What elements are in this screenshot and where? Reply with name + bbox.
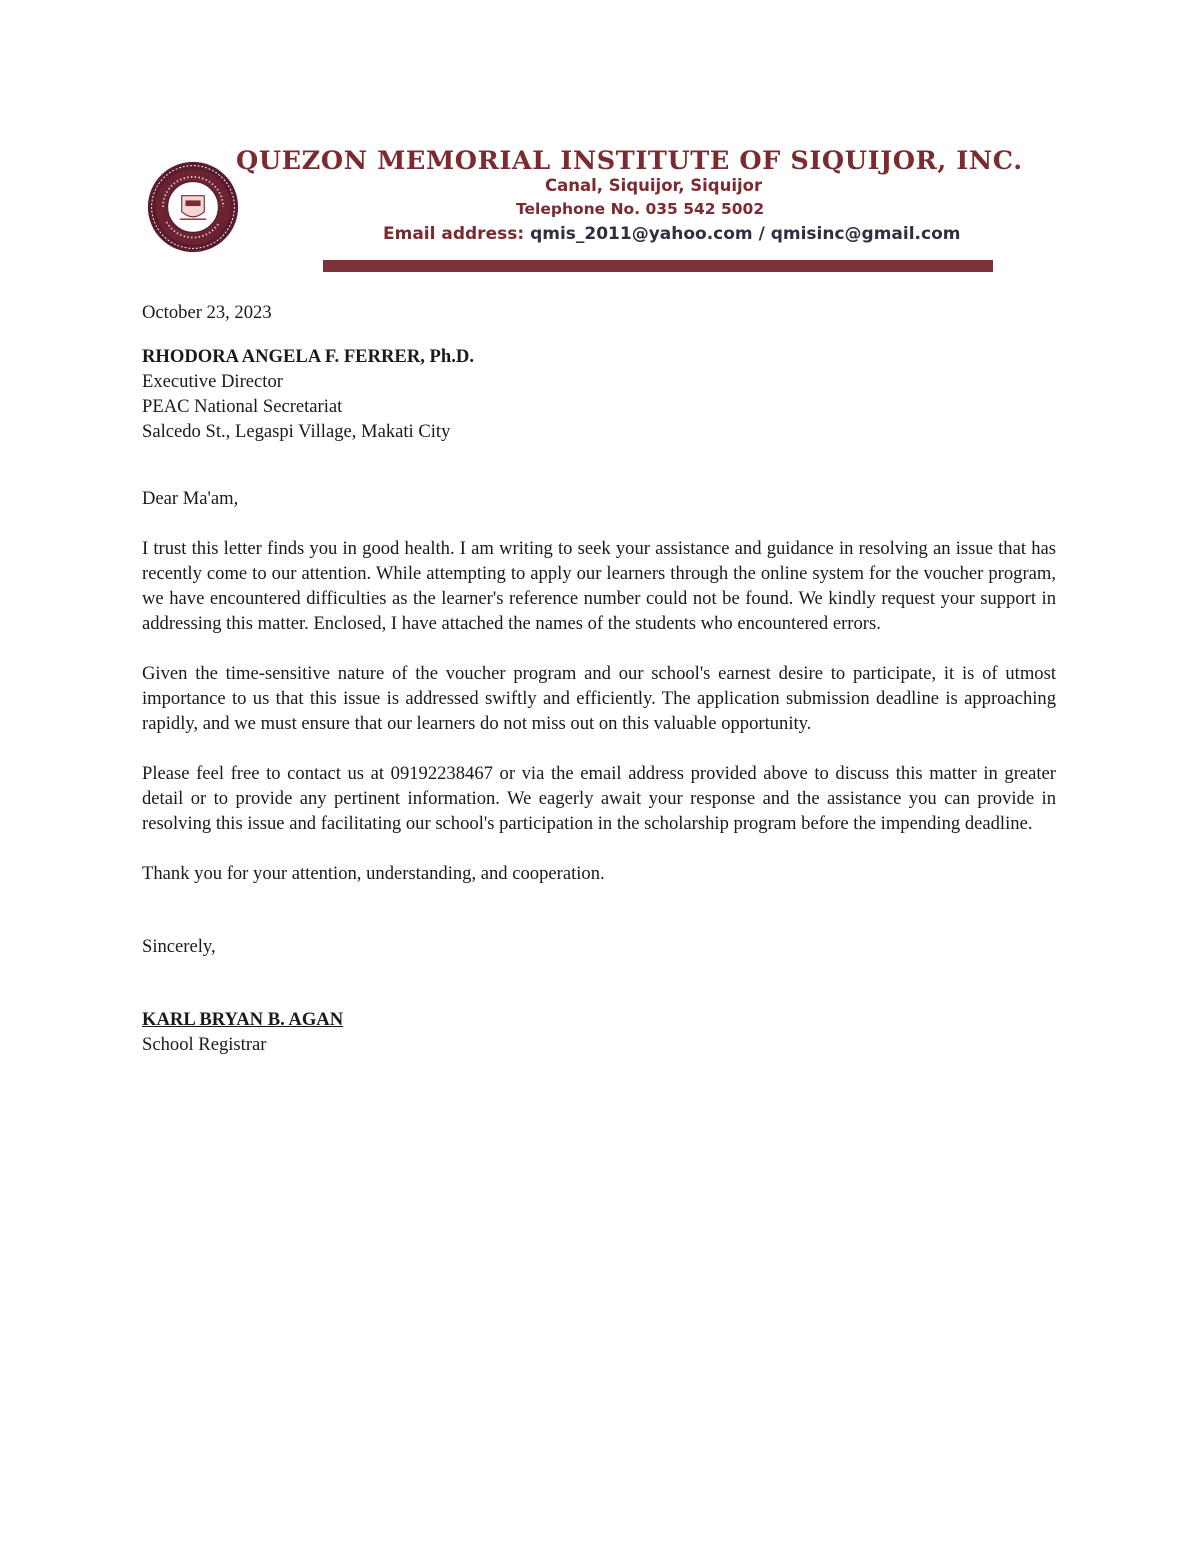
email-addresses: qmis_2011@yahoo.com / qmisinc@gmail.com (530, 224, 961, 244)
school-address: Canal, Siquijor, Siquijor (545, 176, 763, 195)
letter-body (142, 300, 1056, 1057)
body-paragraph: I trust this letter finds you in good health. I am writing to seek your assistance and guidance in resolving an issue that has recently come to our attention. While attempting to apply our learners through the online system for the voucher program, we have encountered difficulties as the learner's reference number could not be found. We kindly request your support in addressing this matter. Enclosed, I have attached the names of the students who encountered errors. (142, 538, 1056, 634)
recipient-title: Executive Director (142, 371, 283, 392)
school-seal-icon (146, 160, 240, 254)
closing: Sincerely, (142, 936, 216, 957)
body-paragraph: Please feel free to contact us at 09192238467 or via the email address provided above to discuss this matter in greater detail or to provide any pertinent information. We eagerly await your response and the assistance you can provide in resolving this issue and facilitating our school's participation in the scholarship program before the impending deadline. (142, 763, 1056, 834)
email-label: Email address: (383, 224, 531, 244)
body-paragraph: Given the time-sensitive nature of the voucher program and our school's earnest desire to participate, it is of utmost importance to us that this issue is addressed swiftly and efficiently. The application submission deadline is approaching rapidly, and we must ensure that our learners do not miss out on this valuable opportunity. (142, 663, 1056, 734)
signatory-title: School Registrar (142, 1034, 267, 1055)
school-telephone: Telephone No. 035 542 5002 (516, 200, 765, 218)
recipient-block (142, 344, 1056, 444)
body-paragraph: Thank you for your attention, understanding, and cooperation. (142, 863, 605, 884)
recipient-address: Salcedo St., Legaspi Village, Makati City (142, 421, 451, 442)
salutation: Dear Ma'am, (142, 488, 239, 509)
school-email (383, 224, 960, 244)
letterhead-divider (323, 260, 993, 272)
recipient-name: RHODORA ANGELA F. FERRER, Ph.D. (142, 346, 474, 367)
school-name: QUEZON MEMORIAL INSTITUTE OF SIQUIJOR, INC. (236, 146, 1023, 176)
recipient-office: PEAC National Secretariat (142, 396, 343, 417)
signature-block (142, 1007, 1056, 1057)
signatory-name: KARL BRYAN B. AGAN (142, 1009, 344, 1030)
letterhead (0, 0, 1200, 280)
letter-date: October 23, 2023 (142, 302, 272, 323)
